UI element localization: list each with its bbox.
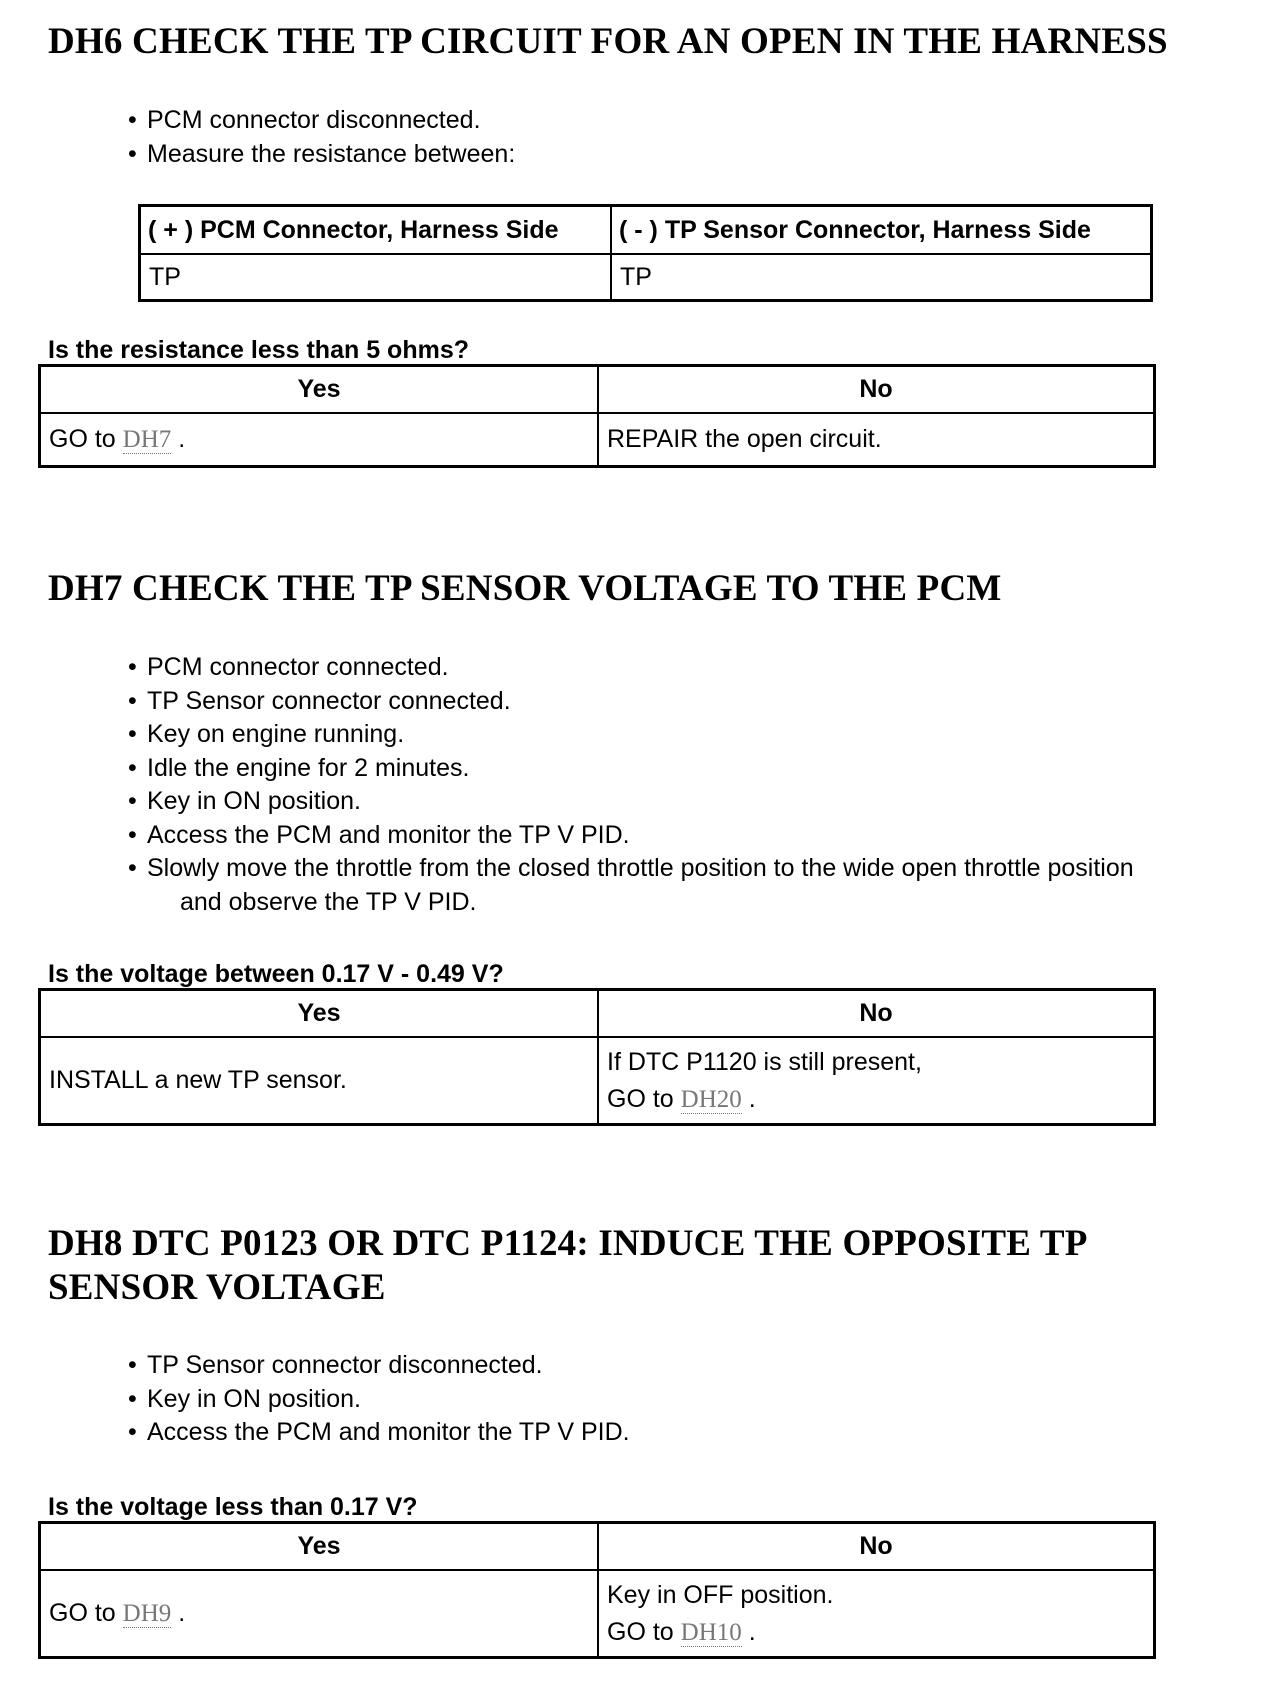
dh8-answer-table xyxy=(38,1521,1156,1659)
dh8-question: Is the voltage less than 0.17 V? xyxy=(48,1493,418,1521)
dh7-step-list xyxy=(128,651,1134,919)
connector-cell-positive: TP xyxy=(140,254,612,301)
list-item: • Key in ON position. xyxy=(128,1383,630,1417)
list-item: • Key on engine running. xyxy=(128,718,1134,752)
dh6-yes-cell: GO to DH7 . xyxy=(40,413,599,467)
dh6-step-list xyxy=(128,104,515,171)
dh8-heading-line1: DH8 DTC P0123 OR DTC P1124: INDUCE THE OPPOSITE TP xyxy=(48,1223,1088,1264)
dh7-yes-cell: INSTALL a new TP sensor. xyxy=(40,1037,599,1125)
no-header: No xyxy=(598,366,1155,414)
connector-cell-negative: TP xyxy=(611,254,1152,301)
dh8-no-cell: Key in OFF position. GO to DH10 . xyxy=(598,1570,1155,1658)
dh7-heading: DH7 CHECK THE TP SENSOR VOLTAGE TO THE PCM xyxy=(48,568,1002,609)
list-item: • TP Sensor connector connected. xyxy=(128,685,1134,719)
list-item: • TP Sensor connector disconnected. xyxy=(128,1349,630,1383)
connector-header-negative: ( - ) TP Sensor Connector, Harness Side xyxy=(611,206,1152,255)
yes-header: Yes xyxy=(40,990,599,1038)
dh6-heading: DH6 CHECK THE TP CIRCUIT FOR AN OPEN IN THE HARNESS xyxy=(48,21,1168,62)
dh7-answer-table xyxy=(38,988,1156,1126)
list-item: • Access the PCM and monitor the TP V PID. xyxy=(128,819,1134,853)
list-item: • Key in ON position. xyxy=(128,785,1134,819)
dh8-yes-cell: GO to DH9 . xyxy=(40,1570,599,1658)
dh6-answer-table xyxy=(38,364,1156,468)
list-item: • Access the PCM and monitor the TP V PID. xyxy=(128,1416,630,1450)
dh20-link[interactable]: DH20 xyxy=(680,1085,742,1113)
no-header: No xyxy=(598,1523,1155,1571)
dh7-link[interactable]: DH7 xyxy=(122,426,172,453)
dh7-question: Is the voltage between 0.17 V - 0.49 V? xyxy=(48,960,504,988)
list-item: • Measure the resistance between: xyxy=(128,138,515,172)
list-item: • PCM connector disconnected. xyxy=(128,104,515,138)
dh10-link[interactable]: DH10 xyxy=(680,1618,742,1646)
list-item: • Idle the engine for 2 minutes. xyxy=(128,752,1134,786)
list-item: • Slowly move the throttle from the closed throttle position to the wide open throttle position and observe the TP V PID. xyxy=(128,852,1134,919)
list-item: • PCM connector connected. xyxy=(128,651,1134,685)
dh6-no-cell: REPAIR the open circuit. xyxy=(598,413,1155,467)
dh8-heading-line2: SENSOR VOLTAGE xyxy=(48,1267,386,1308)
dh8-step-list xyxy=(128,1349,630,1450)
dh9-link[interactable]: DH9 xyxy=(122,1600,172,1627)
dh6-question: Is the resistance less than 5 ohms? xyxy=(48,336,469,364)
yes-header: Yes xyxy=(40,1523,599,1571)
dh7-no-cell: If DTC P1120 is still present, GO to DH20 . xyxy=(598,1037,1155,1125)
connector-header-positive: ( + ) PCM Connector, Harness Side xyxy=(140,206,612,255)
connector-table xyxy=(138,204,1153,302)
yes-header: Yes xyxy=(40,366,599,414)
dh8-heading xyxy=(48,1222,1088,1310)
no-header: No xyxy=(598,990,1155,1038)
